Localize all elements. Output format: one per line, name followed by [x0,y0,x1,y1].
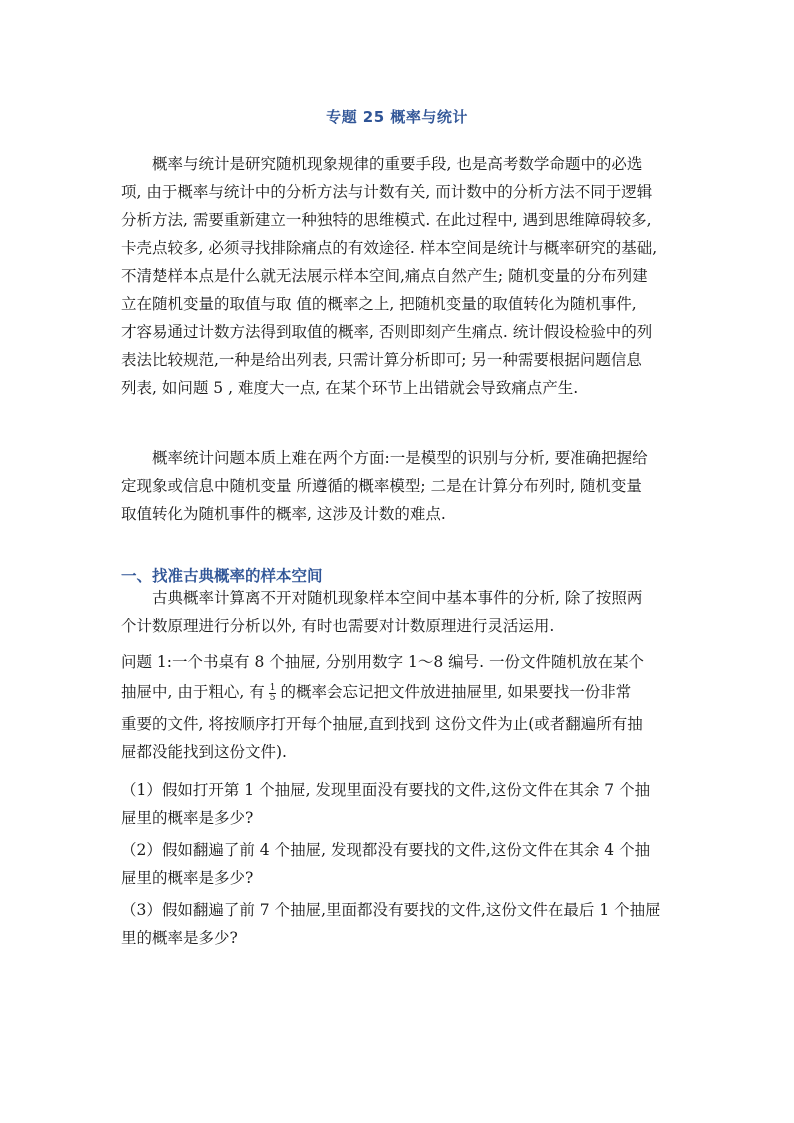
text-line: 不清楚样本点是什么就无法展示样本空间,痛点自然产生; 随机变量的分布列建 [121,267,648,285]
fraction [269,684,277,703]
problem-1 [121,648,676,952]
problem-text: 的概率会忘记把文件放进抽屉里, 如果要找一份非常 [280,683,632,701]
fraction-numerator: 1 [269,682,276,693]
text-line: 分析方法, 需要重新建立一种独特的思维模式. 在此过程中, 遇到思维障碍较多, [121,211,652,229]
problem-line: 重要的文件, 将按顺序打开每个抽屉,直到找到 这份文件为止(或者翻遍所有抽 [121,715,643,733]
text-line: 立在随机变量的取值与取 值的概率之上, 把随机变量的取值转化为随机事件, [121,295,637,313]
text-line: 才容易通过计数方法得到取值的概率, 否则即刻产生痛点. 统计假设检验中的列 [121,323,653,341]
fraction-denominator: 5 [269,692,276,703]
problem-line: 问题 1:一个书桌有 8 个抽屉, 分别用数字 1～8 编号. 一份文件随机放在某个 [121,653,645,671]
question-3-line: 里的概率是多少? [121,929,238,947]
text-line: 概率统计问题本质上难在两个方面:一是模型的识别与分析, 要准确把握给 [152,449,648,467]
problem-text: 抽屉中, 由于粗心, 有 [121,683,265,701]
question-1-line: 屉里的概率是多少? [121,809,254,827]
intro-paragraph [121,150,676,402]
text-line: 卡壳点较多, 必须寻找排除痛点的有效途径. 样本空间是统计与概率研究的基础, [121,239,658,257]
problem-line: 屉都没能找到这份文件). [121,743,287,761]
text-line: 项, 由于概率与统计中的分析方法与计数有关, 而计数中的分析方法不同于逻辑 [121,183,653,201]
question-1-line: （1）假如打开第 1 个抽屉, 发现里面没有要找的文件,这份文件在其余 7 个抽 [121,781,651,799]
question-2-line: （2）假如翻遍了前 4 个抽屉, 发现都没有要找的文件,这份文件在其余 4 个抽 [121,841,651,859]
text-line: 定现象或信息中随机变量 所遵循的概率模型; 二是在计算分布列时, 随机变量 [121,477,642,495]
section-heading: 一、找准古典概率的样本空间 [121,567,323,585]
section1-paragraph [121,584,676,640]
page-title: 专题 25 概率与统计 [326,108,468,126]
text-line: 列表, 如问题 5 , 难度大一点, 在某个环节上出错就会导致痛点产生. [121,379,579,397]
text-line: 取值转化为随机事件的概率, 这涉及计数的难点. [121,505,446,523]
text-line: 概率与统计是研究随机现象规律的重要手段, 也是高考数学命题中的必选 [152,155,643,173]
text-line: 古典概率计算离不开对随机现象样本空间中基本事件的分析, 除了按照两 [152,589,643,607]
text-line: 表法比较规范,一种是给出列表, 只需计算分析即可; 另一种需要根据问题信息 [121,351,642,369]
intro-paragraph-2 [121,444,676,528]
text-line: 个计数原理进行分析以外, 有时也需要对计数原理进行灵活运用. [121,617,555,635]
problem-line [121,676,676,708]
question-2-line: 屉里的概率是多少? [121,869,254,887]
question-3-line: （3）假如翻遍了前 7 个抽屉,里面都没有要找的文件,这份文件在最后 1 个抽屉 [121,901,661,919]
